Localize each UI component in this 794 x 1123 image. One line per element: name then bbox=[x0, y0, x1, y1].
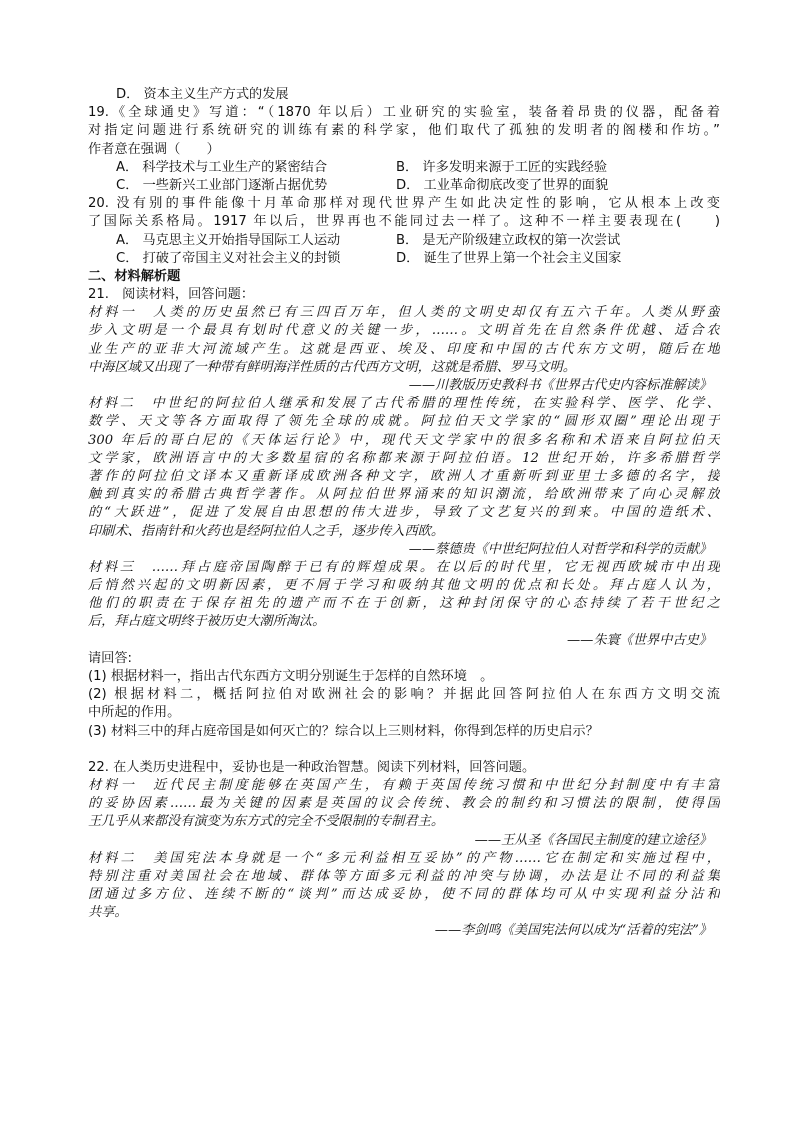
q21-question: 中所起的作用。 bbox=[88, 705, 181, 721]
q19-option-d[interactable]: D． 工业革命彻底改变了世界的面貌 bbox=[396, 177, 609, 193]
material-line: 材料二 美国宪法本身就是一个“多元利益相互妥协”的产物……它在制定和实施过程中， bbox=[88, 850, 720, 866]
material-line: 业生产的亚非大河流域产生。这就是西亚、埃及、印度和中国的古代东方文明，随后在地 bbox=[88, 341, 720, 357]
q21-material-3 bbox=[88, 559, 720, 650]
material-line: 特别注重对美国社会在地域、群体等方面多元利益的冲突与协调，办法是让不同的利益集 bbox=[88, 868, 720, 884]
material-line: 王几乎从来都没有演变为东方式的完全不受限制的专制君主。 bbox=[88, 814, 445, 830]
material-line: 300 年后的哥白尼的《天体运行论》中，现代天文学家中的很多名称和术语来自阿拉伯天 bbox=[88, 432, 720, 448]
material-line: 材料一 人类的历史虽然已有三四百万年，但人类的文明史却仅有五六千年。人类从野蛮 bbox=[88, 305, 720, 321]
material-line: 他们的职责在于保存祖先的遗产而不在于创新，这种封闭保守的心态持续了若干世纪之 bbox=[88, 596, 720, 612]
q19-line: 对指定问题进行系统研究的训练有素的科学家，他们取代了孤独的发明者的阁楼和作坊。” bbox=[88, 123, 720, 139]
q20-option-c[interactable]: C． 打破了帝国主义对社会主义的封锁 bbox=[116, 250, 341, 266]
q19-option-c[interactable]: C． 一些新兴工业部门逐渐占据优势 bbox=[116, 177, 328, 193]
q22-material-2 bbox=[88, 850, 720, 941]
material-line: 印刷术、指南针和火药也是经阿拉伯人之手，逐步传入西欧。 bbox=[88, 523, 445, 539]
q22-intro: 22. 在人类历史进程中，妥协也是一种政治智慧。阅读下列材料，回答问题。 bbox=[88, 759, 536, 775]
material-line: 材料一 近代民主制度能够在英国产生，有赖于英国传统习惯和中世纪分封制度中有丰富 bbox=[88, 777, 720, 793]
q19-line: 作者意在强调（ ） bbox=[88, 141, 220, 157]
q20-stem bbox=[88, 195, 720, 231]
q19-options-row-1 bbox=[88, 159, 720, 177]
q19-line: 19.《全球通史》写道：“（1870 年以后）工业研究的实验室，装备着昂贵的仪器，配备着 bbox=[88, 105, 720, 121]
q20-options-row-1 bbox=[88, 232, 720, 250]
material-source: ——王从圣《各国民主制度的建立途径》 bbox=[474, 832, 712, 848]
q21-question: (2) 根据材料二，概括阿拉伯对欧洲社会的影响？并据此回答阿拉伯人在东西方文明交流 bbox=[88, 687, 720, 703]
material-line: 触到真实的希腊古典哲学著作。从阿拉伯世界涌来的知识潮流，给欧洲带来了向心灵解放 bbox=[88, 487, 720, 503]
q19-options-row-2 bbox=[88, 177, 720, 195]
q21-ask: 请回答: bbox=[88, 650, 133, 666]
material-line: 数学、天文等各方面取得了领先全球的成就。阿拉伯天文学家的“圆形双圈”理论出现于 bbox=[88, 414, 720, 430]
q22-material-1 bbox=[88, 777, 720, 850]
spacer bbox=[88, 741, 720, 759]
q19-option-a[interactable]: A． 科学技术与工业生产的紧密结合 bbox=[116, 159, 328, 175]
material-source: ——李剑鸣《美国宪法何以成为“活着的宪法”》 bbox=[434, 923, 712, 939]
section-title: 二、材料解析题 bbox=[88, 268, 181, 284]
q20-line: 了国际关系格局。1917 年以后，世界再也不能同过去一样了。这种不一样主要表现在( ) bbox=[88, 214, 720, 230]
q18-option-d: D． 资本主义生产方式的发展 bbox=[116, 87, 289, 102]
material-source: ——蔡德贵《中世纪阿拉伯人对哲学和科学的贡献》 bbox=[408, 541, 712, 557]
material-line: 著作的阿拉伯文译本又重新译成欧洲各种文字，欧洲人才重新听到亚里士多德的名字，接 bbox=[88, 468, 720, 484]
material-line: 的妥协因素……最为关键的因素是英国的议会传统、教会的制约和习惯法的限制，使得国 bbox=[88, 796, 720, 812]
material-line: 中海区域又出现了一种带有鲜明海洋性质的古代西方文明，这就是希腊、罗马文明。 bbox=[88, 359, 576, 375]
material-line: 材料二 中世纪的阿拉伯人继承和发展了古代希腊的理性传统，在实验科学、医学、化学、 bbox=[88, 396, 720, 412]
q21-material-1 bbox=[88, 304, 720, 395]
exam-page bbox=[88, 86, 720, 941]
material-source: ——川教版历史教科书《世界古代史内容标准解读》 bbox=[408, 378, 712, 393]
q19-option-b[interactable]: B． 许多发明来源于工匠的实践经验 bbox=[396, 159, 608, 175]
material-source: ——朱寰《世界中古史》 bbox=[566, 632, 712, 648]
material-line: 的“大跃进”，促进了发展自由思想的伟大进步，导致了文艺复兴的到来。中国的造纸术、 bbox=[88, 505, 720, 521]
q20-option-a[interactable]: A． 马克思主义开始指导国际工人运动 bbox=[116, 232, 341, 248]
material-line: 共享。 bbox=[88, 905, 128, 921]
q20-line: 20. 没有别的事件能像十月革命那样对现代世界产生如此决定性的影响，它从根本上改变 bbox=[88, 196, 720, 212]
q21-question: (3) 材料三中的拜占庭帝国是如何灭亡的？综合以上三则材料，你得到怎样的历史启示？ bbox=[88, 723, 599, 739]
material-line: 步入文明是一个最具有划时代意义的关键一步，……。文明首先在自然条件优越、适合农 bbox=[88, 323, 720, 339]
q19-stem bbox=[88, 104, 720, 159]
q20-option-d[interactable]: D． 诞生了世界上第一个社会主义国家 bbox=[396, 250, 622, 266]
q21-material-2 bbox=[88, 395, 720, 559]
material-line: 后，拜占庭文明终于被历史大潮所淘汰。 bbox=[88, 614, 326, 630]
material-line: 文学家，欧洲语言中的大多数星宿的名称都来源于阿拉伯语。12 世纪开始，许多希腊哲学 bbox=[88, 450, 720, 466]
material-line: 材料三 ……拜占庭帝国陶醉于已有的辉煌成果。在以后的时代里，它无视西欧城市中出现 bbox=[88, 559, 720, 575]
material-line: 团通过多方位、连续不断的“谈判”而达成妥协，使不同的群体均可从中实现利益分沾和 bbox=[88, 887, 720, 903]
q21-intro: 21. 阅读材料，回答问题： bbox=[88, 287, 255, 303]
q20-options-row-2 bbox=[88, 250, 720, 268]
q20-option-b[interactable]: B． 是无产阶级建立政权的第一次尝试 bbox=[396, 232, 621, 248]
q21-question: (1) 根据材料一，指出古代东西方文明分别诞生于怎样的自然环境 。 bbox=[88, 669, 494, 684]
material-line: 后悄然兴起的文明新因素，更不屑于学习和吸纳其他文明的优点和长处。拜占庭人认为， bbox=[88, 578, 720, 594]
